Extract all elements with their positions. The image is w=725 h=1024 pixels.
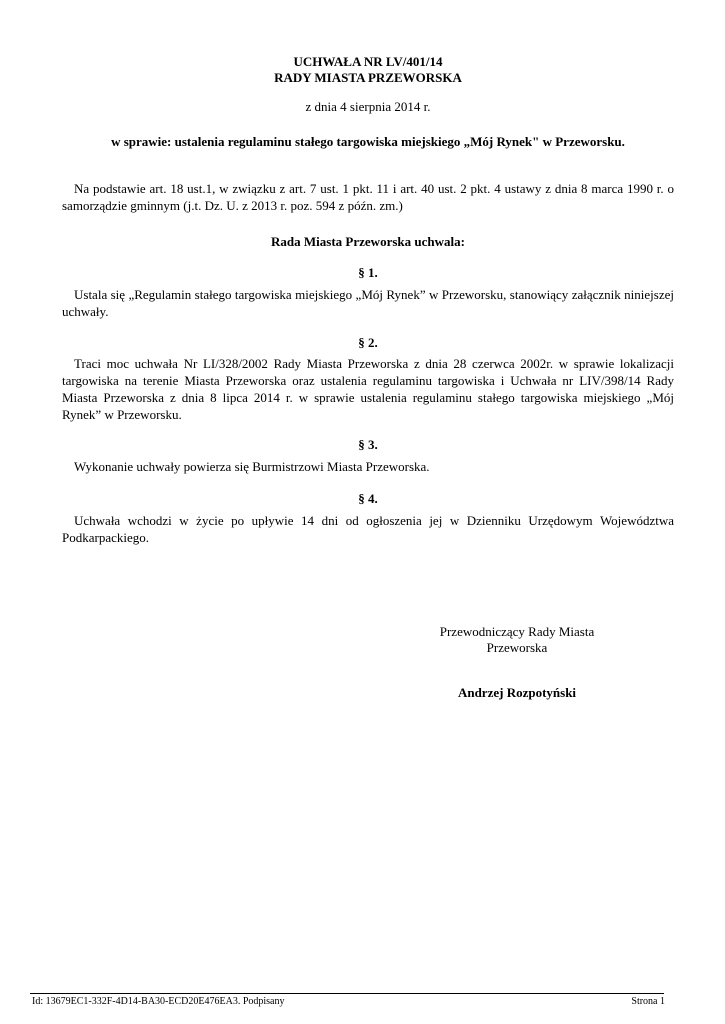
section-1-text: Ustala się „Regulamin stałego targowiska miejskiego „Mój Rynek” w Przeworsku, stanowiący załącznik niniejszej uchwały. [62,287,674,319]
resolution-number: UCHWAŁA NR LV/401/14 [293,54,443,69]
footer-divider [30,993,664,994]
resolution-subject: w sprawie: ustalenia regulaminu stałego targowiska miejskiego „Mój Rynek" w Przeworsku. [111,134,625,149]
resolution-date: z dnia 4 sierpnia 2014 r. [305,99,431,114]
section-4-text: Uchwała wchodzi w życie po upływie 14 dni od ogłoszenia jej w Dzienniku Urzędowym Województwa Podkarpackiego. [62,513,674,545]
signature-role-line2: Przeworska [486,640,548,655]
signature-name: Andrzej Rozpotyński [457,685,577,700]
section-3-text: Wykonanie uchwały powierza się Burmistrzowi Miasta Przeworska. [74,459,430,474]
footer-page-number: Strona 1 [631,996,665,1007]
document-page [62,0,674,1024]
section-3-heading: § 3. [358,437,378,452]
signature-role-line1: Przewodniczący Rady Miasta [439,624,595,639]
section-2-heading: § 2. [358,335,378,350]
preamble: Na podstawie art. 18 ust.1, w związku z art. 7 ust. 1 pkt. 11 i art. 40 ust. 2 pkt. 4 ustawy z dnia 8 marca 1990 r. o samorządzie gminnym (j.t. Dz. U. z 2013 r. poz. 594 z późn. zm.) [62,181,674,213]
council-name: RADY MIASTA PRZEWORSKA [274,70,462,85]
section-4-heading: § 4. [358,491,378,506]
section-2-text: Traci moc uchwała Nr LI/328/2002 Rady Miasta Przeworska z dnia 28 czerwca 2002r. w sprawie lokalizacji targowiska na terenie Miasta Przeworska oraz ustalenia regulaminu targowiska i Uchwała nr LIV/398/14 Rady Miasta Przeworska z dnia 8 lipca 2014 r. w sprawie ustalenia regulaminu stałego targowiska miejskiego „Mój Rynek” w Przeworsku. [62,356,674,422]
resolves-heading: Rada Miasta Przeworska uchwala: [271,234,465,249]
section-1-heading: § 1. [358,265,378,280]
footer-document-id: Id: 13679EC1-332F-4D14-BA30-ECD20E476EA3. Podpisany [32,996,285,1007]
